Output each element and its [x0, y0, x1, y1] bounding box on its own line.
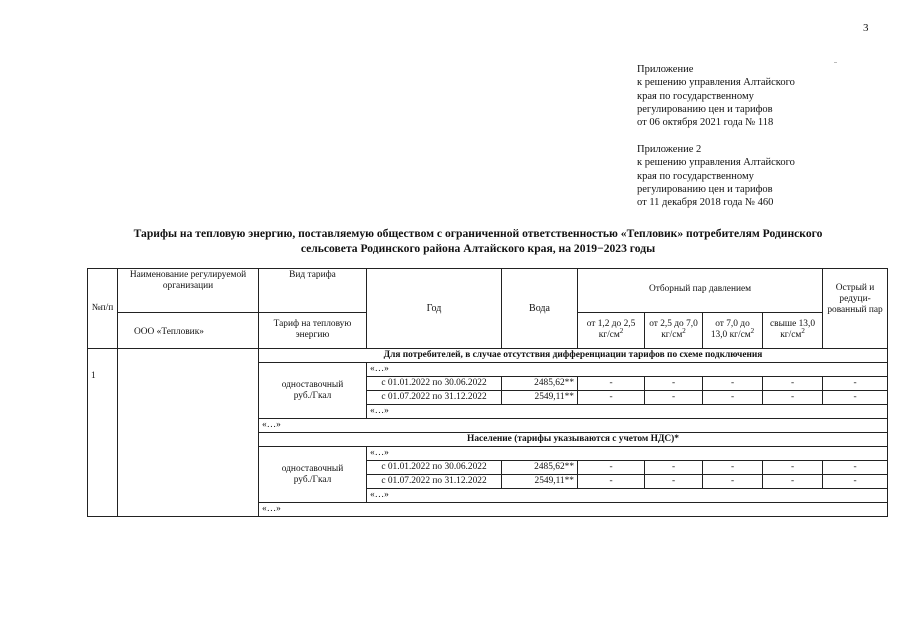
- value-cell: -: [763, 391, 823, 405]
- tariff-table: [87, 268, 888, 517]
- appendix-2-line: Приложение 2: [637, 144, 702, 155]
- value-cell: -: [578, 391, 645, 405]
- org-cell-continued: [118, 349, 259, 517]
- value-cell: -: [763, 475, 823, 489]
- value-cell: -: [645, 377, 703, 391]
- value-cell: -: [703, 461, 763, 475]
- value-cell: -: [645, 391, 703, 405]
- scan-speck: [834, 62, 837, 63]
- tariff-label-cell: [259, 363, 367, 419]
- header-row: [88, 269, 888, 313]
- steam-range-1-text: от 1,2 до 2,5 кг/см: [586, 319, 636, 340]
- value-cell: -: [703, 377, 763, 391]
- header-water: Вода: [502, 269, 578, 349]
- water-value: 2485,62**: [502, 461, 578, 475]
- row-number: [88, 349, 118, 517]
- appendix-2-line: к решению управления Алтайского: [637, 157, 795, 169]
- unit-superscript: 2: [619, 326, 624, 335]
- header-num: №п/п: [88, 269, 118, 349]
- appendix-1-line: Приложение: [637, 64, 694, 75]
- water-value: 2549,11**: [502, 475, 578, 489]
- tariff-label-cell: [259, 447, 367, 503]
- header-year: Год: [367, 269, 502, 349]
- appendix-1-line: регулированию цен и тарифов: [637, 103, 773, 115]
- section-heading-row: [88, 349, 888, 363]
- appendix-2-line: регулированию цен и тарифов: [637, 183, 773, 195]
- steam-range-3-text: от 7,0 до 13,0 кг/см: [710, 319, 751, 340]
- ellipsis-cell: «…»: [367, 405, 888, 419]
- tariff-heat-label: Тариф на тепловую энергию: [259, 313, 367, 349]
- value-cell: -: [645, 461, 703, 475]
- value-cell: -: [578, 475, 645, 489]
- period-cell: с 01.01.2022 по 30.06.2022: [367, 377, 502, 391]
- document-title: [70, 226, 886, 256]
- period-cell: с 01.07.2022 по 31.12.2022: [367, 391, 502, 405]
- appendix-2-line: от 11 декабря 2018 года № 460: [637, 197, 774, 209]
- steam-range-4-text: свыше 13,0 кг/см: [770, 319, 816, 340]
- header-tariff-type: Вид тарифа: [259, 269, 367, 313]
- value-cell: -: [823, 377, 888, 391]
- value-cell: -: [703, 391, 763, 405]
- value-cell: -: [763, 377, 823, 391]
- ellipsis-cell: «…»: [259, 419, 888, 433]
- title-line-2: сельсовета Родинского района Алтайского края, на 2019−2023 годы: [300, 242, 656, 255]
- appendix-1-line: к решению управления Алтайского: [637, 77, 795, 89]
- ellipsis-cell: «…»: [367, 489, 888, 503]
- appendix-2-line: края по государственному: [637, 170, 754, 182]
- appendix-1-line: от 06 октября 2021 года № 118: [637, 117, 774, 129]
- tariff-label-line-1: одноставочный: [281, 379, 344, 390]
- org-name: ООО «Тепловик»: [118, 313, 259, 349]
- ellipsis-cell: «…»: [367, 363, 888, 377]
- steam-range-1: [578, 313, 645, 349]
- appendix-2-block: [637, 143, 795, 209]
- value-cell: -: [823, 475, 888, 489]
- header-org: Наименование регулируемой организации: [118, 269, 259, 313]
- ellipsis-cell: «…»: [259, 503, 888, 517]
- header-steam: Отборный пар давлением: [578, 269, 823, 313]
- tariff-label-line-2: руб./Гкал: [293, 390, 332, 401]
- water-value: 2549,11**: [502, 391, 578, 405]
- value-cell: -: [578, 377, 645, 391]
- tariff-label-line-2: руб./Гкал: [293, 474, 332, 485]
- water-value: 2485,62**: [502, 377, 578, 391]
- value-cell: -: [763, 461, 823, 475]
- steam-range-4: [763, 313, 823, 349]
- value-cell: -: [703, 475, 763, 489]
- appendix-1-line: края по государственному: [637, 90, 754, 102]
- value-cell: -: [823, 461, 888, 475]
- steam-range-2-text: от 2,5 до 7,0 кг/см: [649, 319, 698, 340]
- title-line-1: Тарифы на тепловую энергию, поставляемую обществом с ограниченной ответственностью «Тепловик» потребителям Родинского: [133, 227, 823, 240]
- page-number: 3: [863, 22, 869, 34]
- unit-superscript: 2: [801, 326, 805, 335]
- value-cell: -: [823, 391, 888, 405]
- unit-superscript: 2: [682, 326, 686, 335]
- row-number-text: 1: [91, 371, 96, 381]
- section-heading: Население (тарифы указываются с учетом НДС)*: [259, 433, 888, 447]
- section-heading: Для потребителей, в случае отсутствия дифференциации тарифов по схеме подключения: [259, 349, 888, 363]
- ellipsis-cell: «…»: [367, 447, 888, 461]
- period-cell: с 01.01.2022 по 30.06.2022: [367, 461, 502, 475]
- unit-superscript: 2: [750, 326, 755, 335]
- tariff-label-line-1: одноставочный: [281, 463, 344, 474]
- value-cell: -: [645, 475, 703, 489]
- value-cell: -: [578, 461, 645, 475]
- appendix-1-block: [637, 63, 795, 129]
- steam-range-2: [645, 313, 703, 349]
- steam-range-3: [703, 313, 763, 349]
- period-cell: с 01.07.2022 по 31.12.2022: [367, 475, 502, 489]
- header-sharp-steam: Острый и редуци-рованный пар: [823, 269, 888, 349]
